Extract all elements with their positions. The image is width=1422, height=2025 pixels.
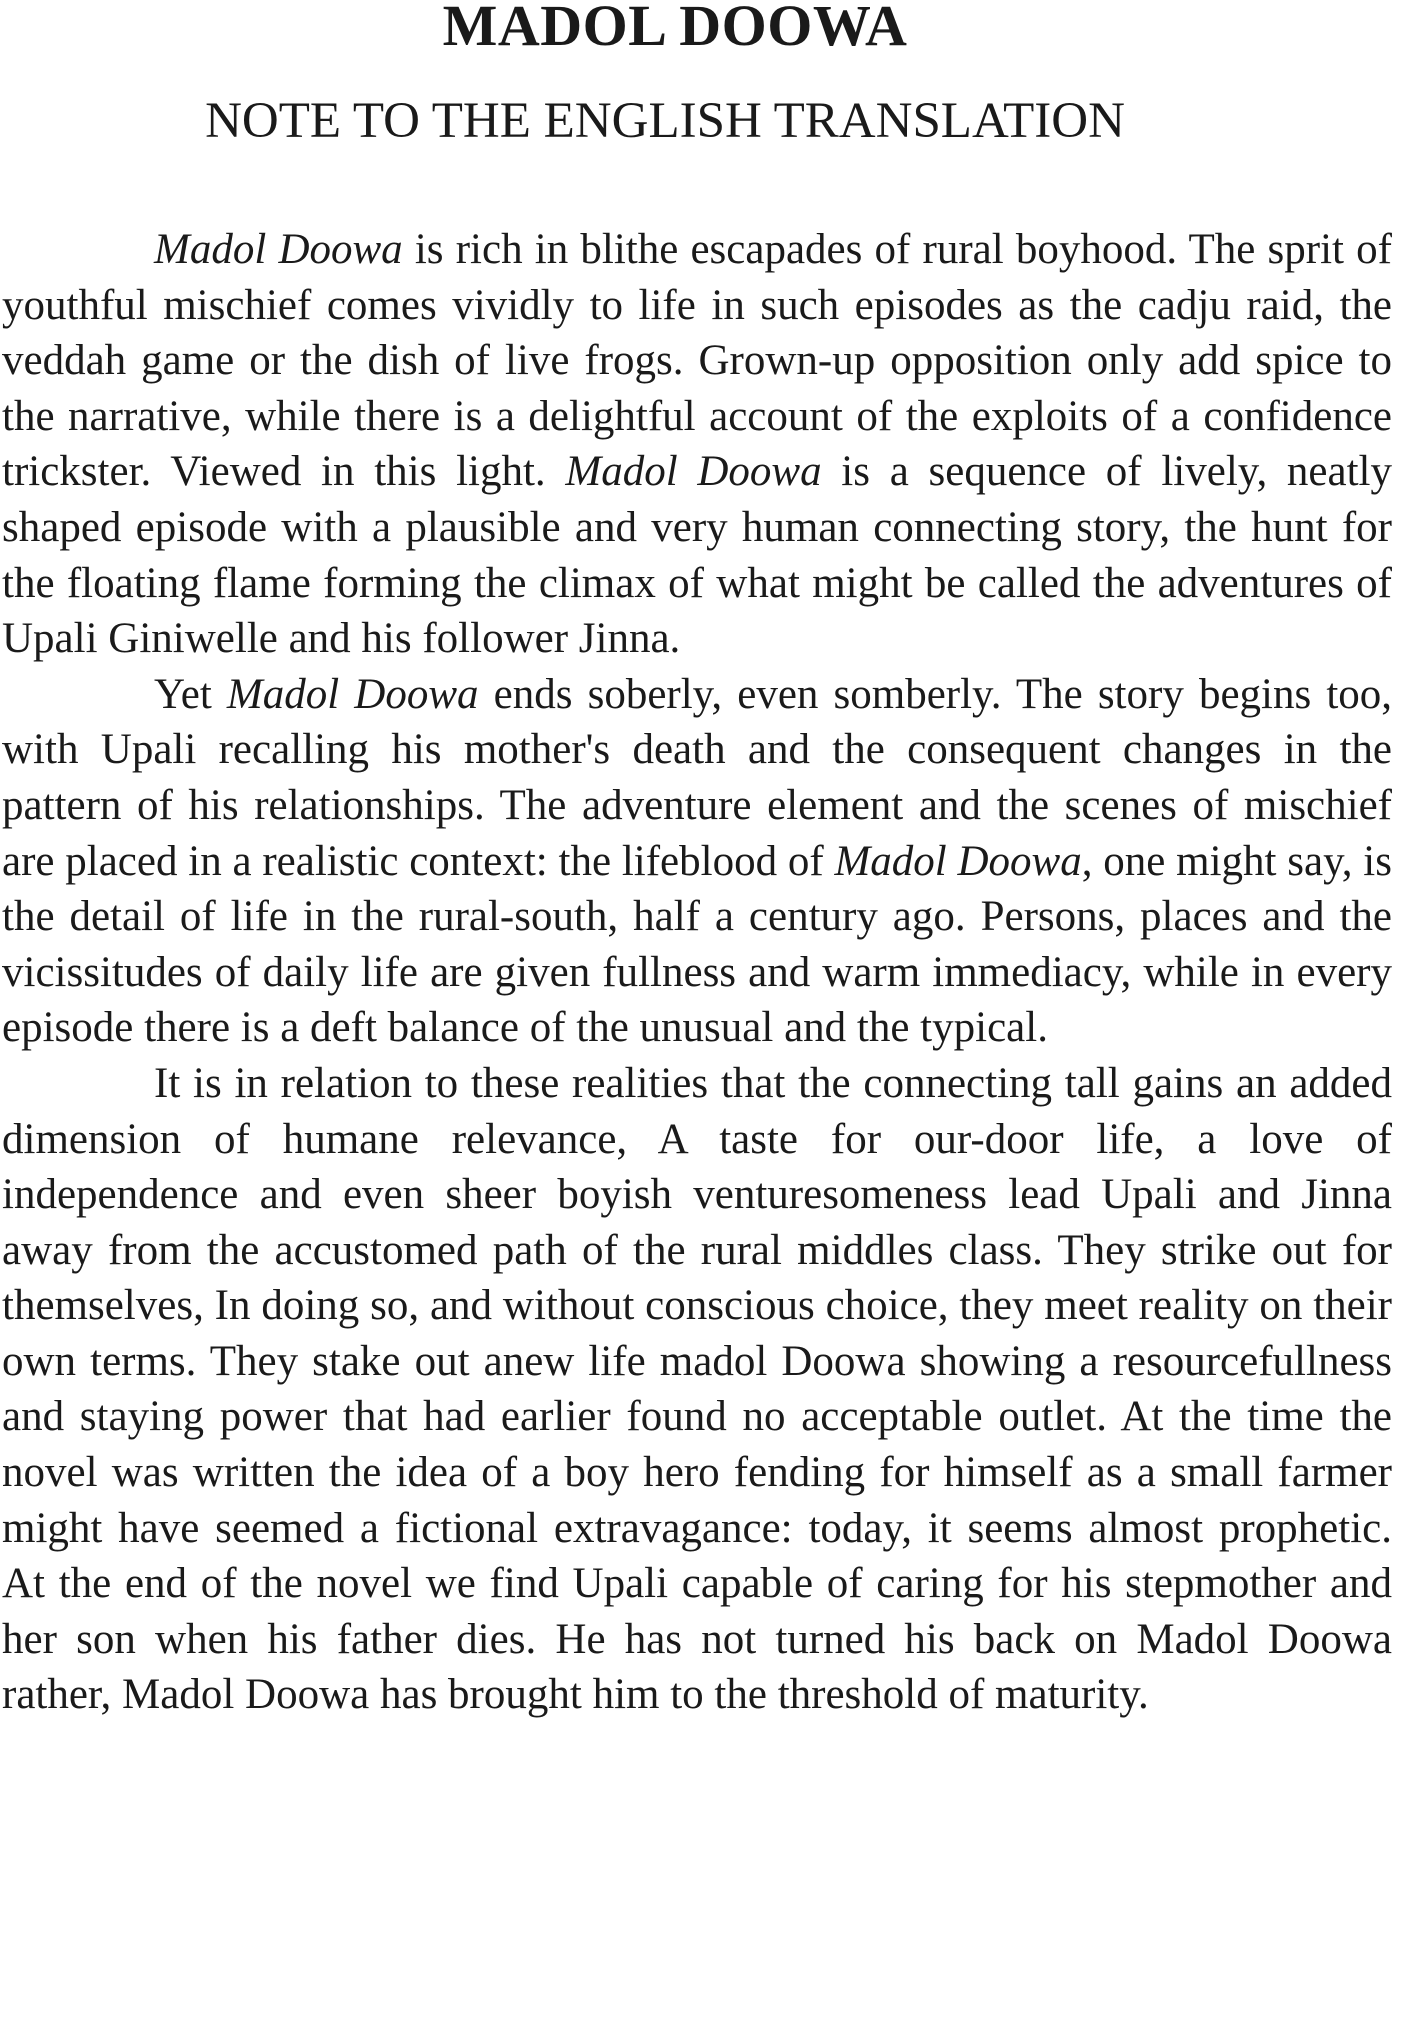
body-text	[2, 222, 1392, 1723]
italic-title: Madol Doowa	[565, 448, 822, 496]
paragraph-text: ends soberly, even somberly. The story begins too, with Upali recalling his mother's death and the consequent changes in the pattern of his relationships. The adventure element and the scenes of mischief are placed in a realistic context: the lifeblood of	[2, 670, 1393, 885]
italic-title: Madol Doowa	[154, 226, 403, 273]
paragraph-text: Yet	[154, 670, 227, 718]
italic-title: Madol Doowa	[834, 837, 1082, 885]
book-title: MADOL DOOWA	[442, 0, 908, 58]
paragraph-text: , one might say, is the detail of life in the rural-south, half a century ago. Persons, places and the vicissitudes of daily life are given fullness and warm immediacy, while in every episode there is a deft balance of the unusual and the typical.	[2, 837, 1392, 1052]
paragraph-3	[2, 1056, 1392, 1723]
section-heading: NOTE TO THE ENGLISH TRANSLATION	[205, 93, 1125, 149]
paragraph-text: is a sequence of lively, neatly shaped episode with a plausible and very human connecting story, the hunt for the floating flame forming the climax of what might be called the adventures of Upali Giniwelle and his follower Jinna.	[2, 448, 1392, 663]
paragraph-text: is rich in blithe escapades of rural boyhood. The sprit of youthful mischief comes vividly to life in such episodes as the cadju raid, the veddah game or the dish of live frogs. Grown-up opposition only add spice to the narrative, while there is a delightful account of the exploits of a confidence trickster. Viewed in this light.	[2, 226, 1393, 496]
paragraph-text: It is in relation to these realities that the connecting tall gains an added dimension of humane relevance, A taste for our-door life, a love of independence and even sheer boyish venturesomeness lead Upali and Jinna away from the accustomed path of the rural middles class. They strike out for themselves, In doing so, and without conscious choice, they meet reality on their own terms. They stake out anew life madol Doowa showing a resourcefullness and staying power that had earlier found no acceptable outlet. At the time the novel was written the idea of a boy hero fending for himself as a small farmer might have seemed a fictional extravagance: today, it seems almost prophetic. At the end of the novel we find Upali capable of caring for his stepmother and her son when his father dies. He has not turned his back on Madol Doowa rather, Madol Doowa has brought him to the threshold of maturity.	[2, 1059, 1392, 1719]
paragraph-2	[2, 667, 1392, 1056]
italic-title: Madol Doowa	[226, 670, 479, 718]
paragraph-1	[2, 222, 1392, 667]
